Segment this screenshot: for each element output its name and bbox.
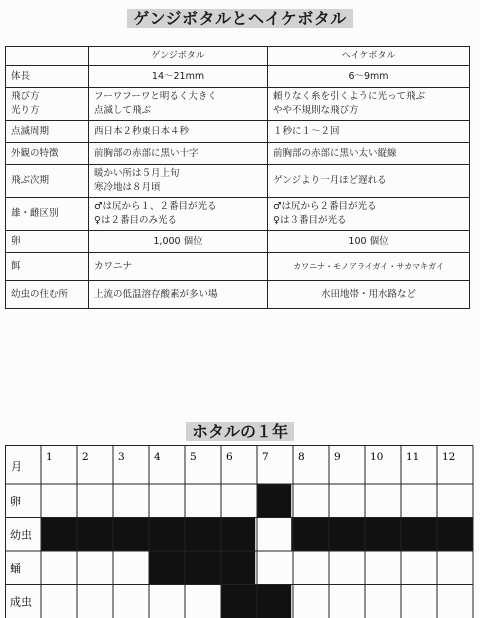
month-label: 2 [82,451,89,463]
genji-cell: 暖かい所は５月上旬 寒冷地は８月頃 [89,165,268,198]
month-header-label: 月 [11,460,22,473]
row-label: 餌 [6,253,89,281]
table-row [6,88,470,121]
month-label: 9 [334,451,341,463]
row-label: 飛ぶ次期 [6,165,89,198]
heike-cell: ♂は尻から２番目が光る ♀は３番目が光る [268,198,470,231]
genji-cell: 1,000 個位 [89,231,268,253]
header-cell-empty [6,47,89,66]
month-label: 6 [226,451,233,463]
row-label: 幼虫の住む所 [6,281,89,309]
row-label: 飛び方 光り方 [6,88,89,121]
table-row [6,165,470,198]
header-cell-genji: ゲンジボタル [89,47,268,66]
genji-cell: カワニナ [89,253,268,281]
table-header-row [6,47,470,66]
row-label: 外観の特徴 [6,143,89,165]
month-label: 11 [406,451,420,463]
stage-bar [221,585,291,618]
heike-cell: １秒に１～２回 [268,121,470,143]
heike-cell: 6～9mm [268,66,470,88]
month-label: 5 [190,451,197,463]
calendar-title: ホタルの１年 [0,420,480,444]
comparison-table [5,46,470,309]
month-label: 12 [442,451,456,463]
table-row [6,281,470,309]
genji-cell: 西日本２秒東日本４秒 [89,121,268,143]
table-row [6,143,470,165]
stage-bar [149,551,255,585]
heike-cell: 水田地帯・用水路など [268,281,470,309]
row-label: 雄・雌区別 [6,198,89,231]
stage-label: 蛹 [10,561,21,575]
genji-cell: ♂は尻から１、２番目が光る ♀は２番目のみ光る [89,198,268,231]
month-label: 10 [370,451,384,463]
genji-cell: 14～21mm [89,66,268,88]
month-label: 8 [298,451,305,463]
row-label: 点滅周期 [6,121,89,143]
month-label: 1 [46,451,53,463]
table-row [6,253,470,281]
genji-cell: 上流の低温溶存酸素が多い場 [89,281,268,309]
month-label: 3 [118,451,125,463]
table-row [6,231,470,253]
document-title: ゲンジボタルとヘイケボタル [0,7,480,31]
genji-cell: 前胸部の赤部に黒い十字 [89,143,268,165]
month-label: 7 [262,451,269,463]
header-cell-heike: ヘイケボタル [268,47,470,66]
stage-bar [257,484,291,518]
firefly-year-calendar [5,445,477,618]
stage-label: 卵 [10,494,21,508]
stage-label: 幼虫 [10,528,32,542]
heike-cell: カワニナ・モノアライガイ・サカマキガイ [268,253,470,281]
month-label: 4 [154,451,161,463]
stage-label: 成虫 [10,595,32,609]
row-label: 卵 [6,231,89,253]
row-label: 体長 [6,66,89,88]
stage-bar [41,518,255,552]
stage-bar [291,518,473,552]
heike-cell: ゲンジより一月ほど遅れる [268,165,470,198]
table-row [6,66,470,88]
table-row [6,198,470,231]
heike-cell: 頼りなく糸を引くように光って飛ぶ やや不規則な飛び方 [268,88,470,121]
genji-cell: フーワフーワと明るく大きく 点滅して飛ぶ [89,88,268,121]
heike-cell: 前胸部の赤部に黒い太い縦線 [268,143,470,165]
heike-cell: 100 個位 [268,231,470,253]
table-row [6,121,470,143]
